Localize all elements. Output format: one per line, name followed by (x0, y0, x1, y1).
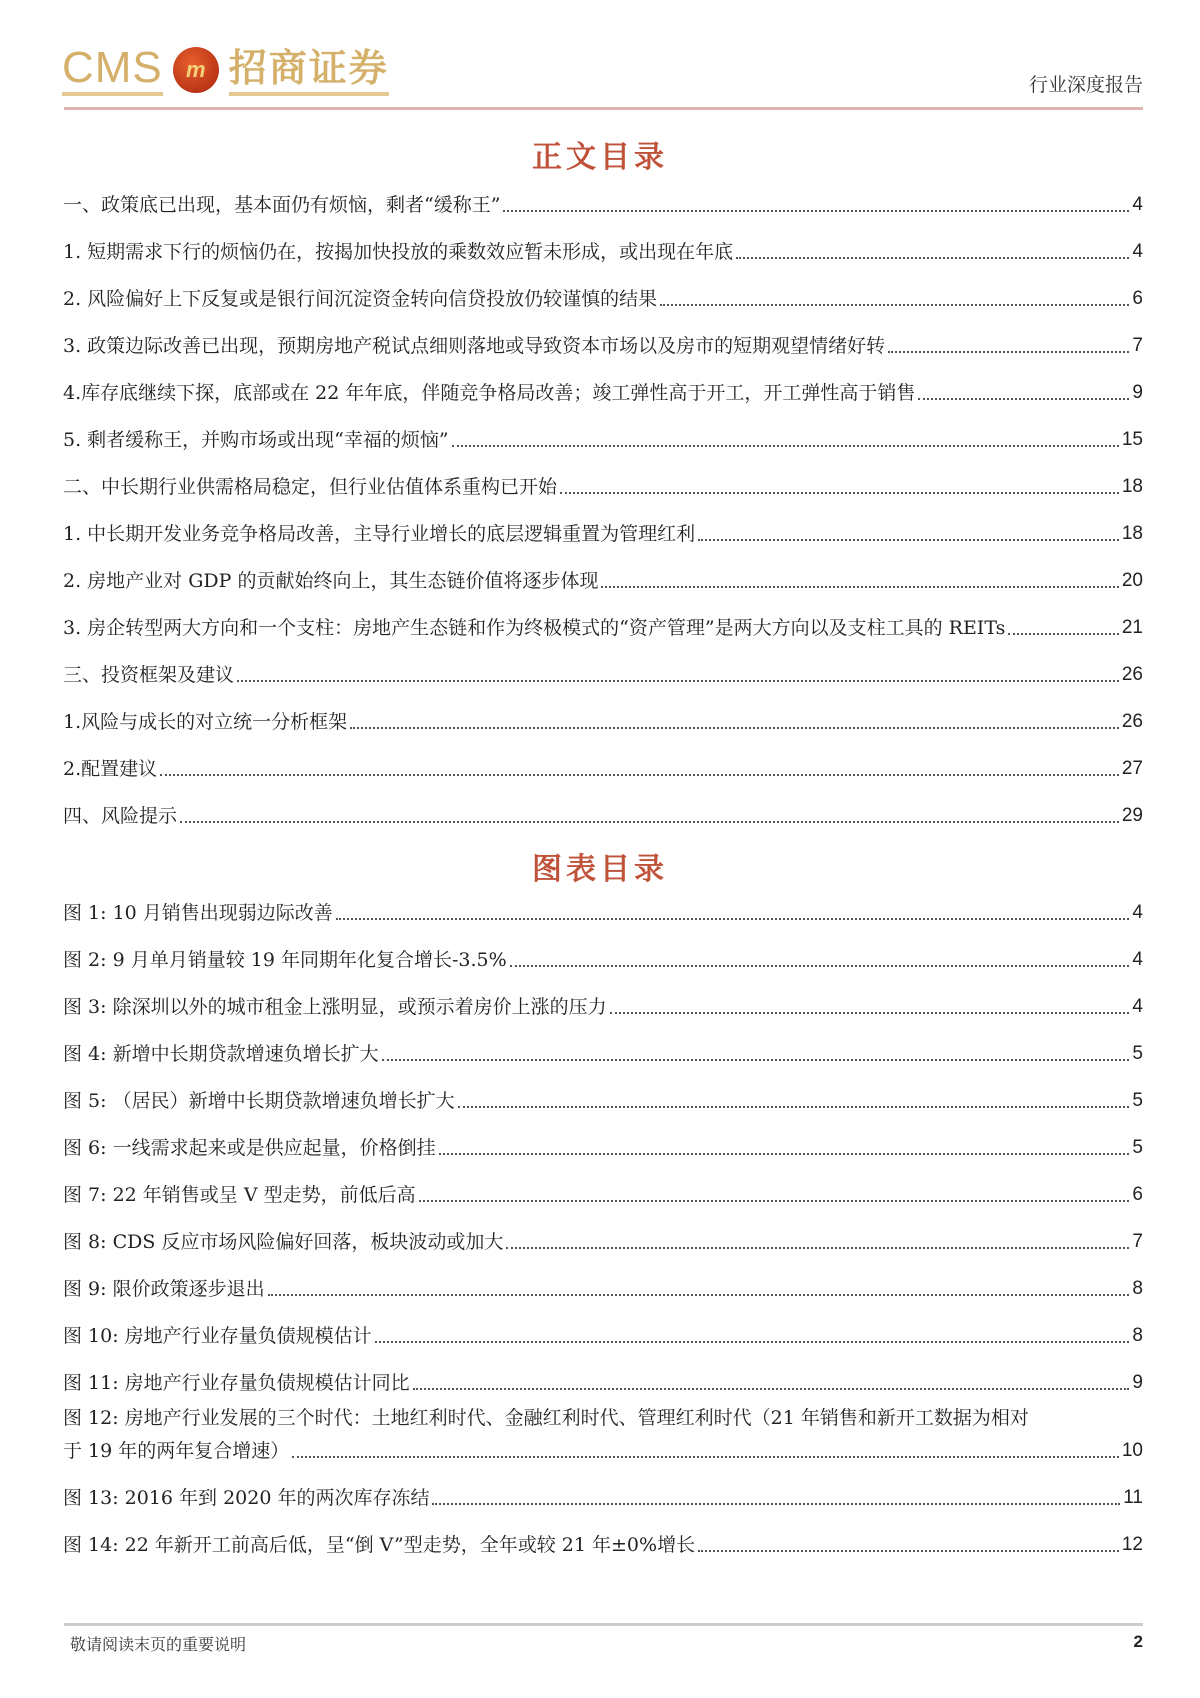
figure-entry[interactable] (63, 1395, 1143, 1463)
figure-entry[interactable] (63, 1113, 1143, 1160)
entry-page: 12 (1121, 1534, 1143, 1555)
entry-label: 图 3: 除深圳以外的城市租金上涨明显，或预示着房价上涨的压力 (63, 996, 607, 1018)
logo-text-cn: 招商证券 (229, 44, 389, 96)
entry-page: 26 (1121, 664, 1143, 685)
dot-leader (336, 918, 1130, 920)
toc-list (63, 170, 1143, 828)
dot-leader (503, 210, 1129, 212)
dot-leader (237, 680, 1119, 682)
figure-entry[interactable] (63, 1066, 1143, 1113)
entry-page: 9 (1132, 382, 1143, 403)
dot-leader (1008, 633, 1119, 635)
entry-page: 8 (1132, 1325, 1143, 1346)
dot-leader (419, 1200, 1130, 1202)
dot-leader (601, 586, 1118, 588)
entry-label: 二、中长期行业供需格局稳定，但行业估值体系重构已开始 (63, 476, 558, 498)
entry-page: 29 (1121, 805, 1143, 826)
dot-leader (160, 774, 1119, 776)
entry-page: 8 (1132, 1278, 1143, 1299)
entry-page: 5 (1132, 1090, 1143, 1111)
figure-entry[interactable] (63, 1510, 1143, 1557)
entry-page: 18 (1121, 476, 1143, 497)
toc-entry[interactable] (63, 217, 1143, 264)
entry-label: 3. 房企转型两大方向和一个支柱：房地产生态链和作为终极模式的“资产管理”是两大方向以及支柱工具的 REITs (63, 617, 1006, 639)
toc-entry[interactable] (63, 311, 1143, 358)
toc-entry[interactable] (63, 170, 1143, 217)
toc-entry[interactable] (63, 640, 1143, 687)
header-divider (64, 107, 1143, 110)
entry-label: 3. 政策边际改善已出现，预期房地产税试点细则落地或导致资本市场以及房市的短期观望情绪好转 (63, 335, 886, 357)
entry-page: 7 (1132, 1231, 1143, 1252)
entry-label: 2. 风险偏好上下反复或是银行间沉淀资金转向信贷投放仍较谨慎的结果 (63, 288, 658, 310)
report-type: 行业深度报告 (1028, 74, 1143, 96)
entry-label: 图 13: 2016 年到 2020 年的两次库存冻结 (63, 1487, 430, 1509)
entry-page: 6 (1132, 1184, 1143, 1205)
footer-divider (64, 1623, 1143, 1626)
dot-leader (698, 1550, 1119, 1552)
entry-page: 15 (1121, 429, 1143, 450)
dot-leader (413, 1388, 1130, 1390)
dot-leader (452, 445, 1119, 447)
entry-label: 1. 中长期开发业务竞争格局改善，主导行业增长的底层逻辑重置为管理红利 (63, 523, 696, 545)
dot-leader (560, 492, 1119, 494)
entry-label: 三、投资框架及建议 (63, 664, 235, 686)
dot-leader (382, 1059, 1130, 1061)
figure-entry[interactable] (63, 1463, 1143, 1510)
figure-entry[interactable] (63, 1301, 1143, 1348)
entry-label: 图 10: 房地产行业存量负债规模估计 (63, 1325, 372, 1347)
toc-title: 正文目录 (532, 140, 668, 175)
toc-entry[interactable] (63, 405, 1143, 452)
entry-label: 图 9: 限价政策逐步退出 (63, 1278, 265, 1300)
cms-logo (62, 42, 389, 98)
footer-note: 敬请阅读末页的重要说明 (70, 1635, 247, 1654)
entry-page: 20 (1121, 570, 1143, 591)
entry-page: 10 (1121, 1440, 1143, 1461)
entry-label: 图 8: CDS 反应市场风险偏好回落，板块波动或加大 (63, 1231, 504, 1253)
dot-leader (888, 351, 1129, 353)
figure-entry[interactable] (63, 1348, 1143, 1395)
entry-label-line1: 图 12: 房地产行业发展的三个时代：土地红利时代、金融红利时代、管理红利时代（21 年销售和新开工数据为相对 (63, 1407, 1029, 1429)
entry-label: 图 14: 22 年新开工前高后低，呈“倒 V”型走势，全年或较 21 年±0%增长 (63, 1534, 696, 1556)
entry-label: 图 7: 22 年销售或呈 V 型走势，前低后高 (63, 1184, 416, 1206)
toc-entry[interactable] (63, 781, 1143, 828)
figure-entry[interactable] (63, 1160, 1143, 1207)
entry-page: 5 (1132, 1043, 1143, 1064)
dot-leader (918, 398, 1129, 400)
dot-leader (375, 1341, 1130, 1343)
entry-label: 图 5: （居民）新增中长期贷款增速负增长扩大 (63, 1090, 455, 1112)
figures-title: 图表目录 (532, 852, 668, 887)
entry-page: 21 (1121, 617, 1143, 638)
entry-label: 图 4: 新增中长期贷款增速负增长扩大 (63, 1043, 379, 1065)
figure-entry[interactable] (63, 972, 1143, 1019)
entry-page: 7 (1132, 335, 1143, 356)
toc-entry[interactable] (63, 264, 1143, 311)
toc-entry[interactable] (63, 452, 1143, 499)
entry-label: 图 1: 10 月销售出现弱边际改善 (63, 902, 333, 924)
entry-label: 1.风险与成长的对立统一分析框架 (63, 711, 348, 733)
dot-leader (736, 257, 1129, 259)
entry-label: 图 6: 一线需求起来或是供应起量，价格倒挂 (63, 1137, 436, 1159)
dot-leader (506, 1247, 1129, 1249)
entry-page: 18 (1121, 523, 1143, 544)
entry-label: 四、风险提示 (63, 805, 178, 827)
entry-page: 4 (1132, 241, 1143, 262)
entry-label: 2. 房地产业对 GDP 的贡献始终向上，其生态链价值将逐步体现 (63, 570, 599, 592)
toc-entry[interactable] (63, 546, 1143, 593)
toc-entry[interactable] (63, 358, 1143, 405)
toc-entry[interactable] (63, 499, 1143, 546)
entry-label: 2.配置建议 (63, 758, 158, 780)
entry-page: 11 (1123, 1487, 1143, 1508)
dot-leader (180, 821, 1119, 823)
logo-emblem-icon: m (173, 47, 219, 93)
figure-entry[interactable] (63, 1207, 1143, 1254)
entry-label: 图 11: 房地产行业存量负债规模估计同比 (63, 1372, 410, 1394)
entry-label-line2: 于 19 年的两年复合增速） (63, 1440, 290, 1462)
dot-leader (439, 1153, 1130, 1155)
page-number: 2 (1133, 1632, 1143, 1651)
entry-label: 图 2: 9 月单月销量较 19 年同期年化复合增长-3.5% (63, 949, 507, 971)
entry-page: 4 (1132, 902, 1143, 923)
dot-leader (698, 539, 1119, 541)
entry-label: 5. 剩者缓称王，并购市场或出现“幸福的烦恼” (63, 429, 449, 451)
toc-entry[interactable] (63, 593, 1143, 640)
figure-entry[interactable] (63, 878, 1143, 925)
toc-entry[interactable] (63, 687, 1143, 734)
logo-text-en: CMS (62, 44, 163, 96)
dot-leader (510, 965, 1130, 967)
figure-entry[interactable] (63, 925, 1143, 972)
figures-list (63, 878, 1143, 1557)
figure-entry[interactable] (63, 1019, 1143, 1066)
entry-page: 4 (1132, 949, 1143, 970)
entry-label: 一、政策底已出现，基本面仍有烦恼，剩者“缓称王” (63, 194, 501, 216)
entry-page: 9 (1132, 1372, 1143, 1393)
dot-leader (432, 1503, 1120, 1505)
toc-entry[interactable] (63, 734, 1143, 781)
dot-leader (292, 1456, 1119, 1458)
entry-label: 4.库存底继续下探，底部或在 22 年年底，伴随竞争格局改善；竣工弹性高于开工，开工弹性高于销售 (63, 382, 916, 404)
entry-page: 5 (1132, 1137, 1143, 1158)
entry-page: 4 (1132, 996, 1143, 1017)
entry-label: 1. 短期需求下行的烦恼仍在，按揭加快投放的乘数效应暂未形成，或出现在年底 (63, 241, 734, 263)
entry-page: 4 (1132, 194, 1143, 215)
figure-entry[interactable] (63, 1254, 1143, 1301)
entry-page: 6 (1132, 288, 1143, 309)
dot-leader (458, 1106, 1130, 1108)
dot-leader (268, 1294, 1130, 1296)
entry-page: 26 (1121, 711, 1143, 732)
dot-leader (610, 1012, 1130, 1014)
dot-leader (350, 727, 1119, 729)
dot-leader (660, 304, 1129, 306)
entry-page: 27 (1121, 758, 1143, 779)
